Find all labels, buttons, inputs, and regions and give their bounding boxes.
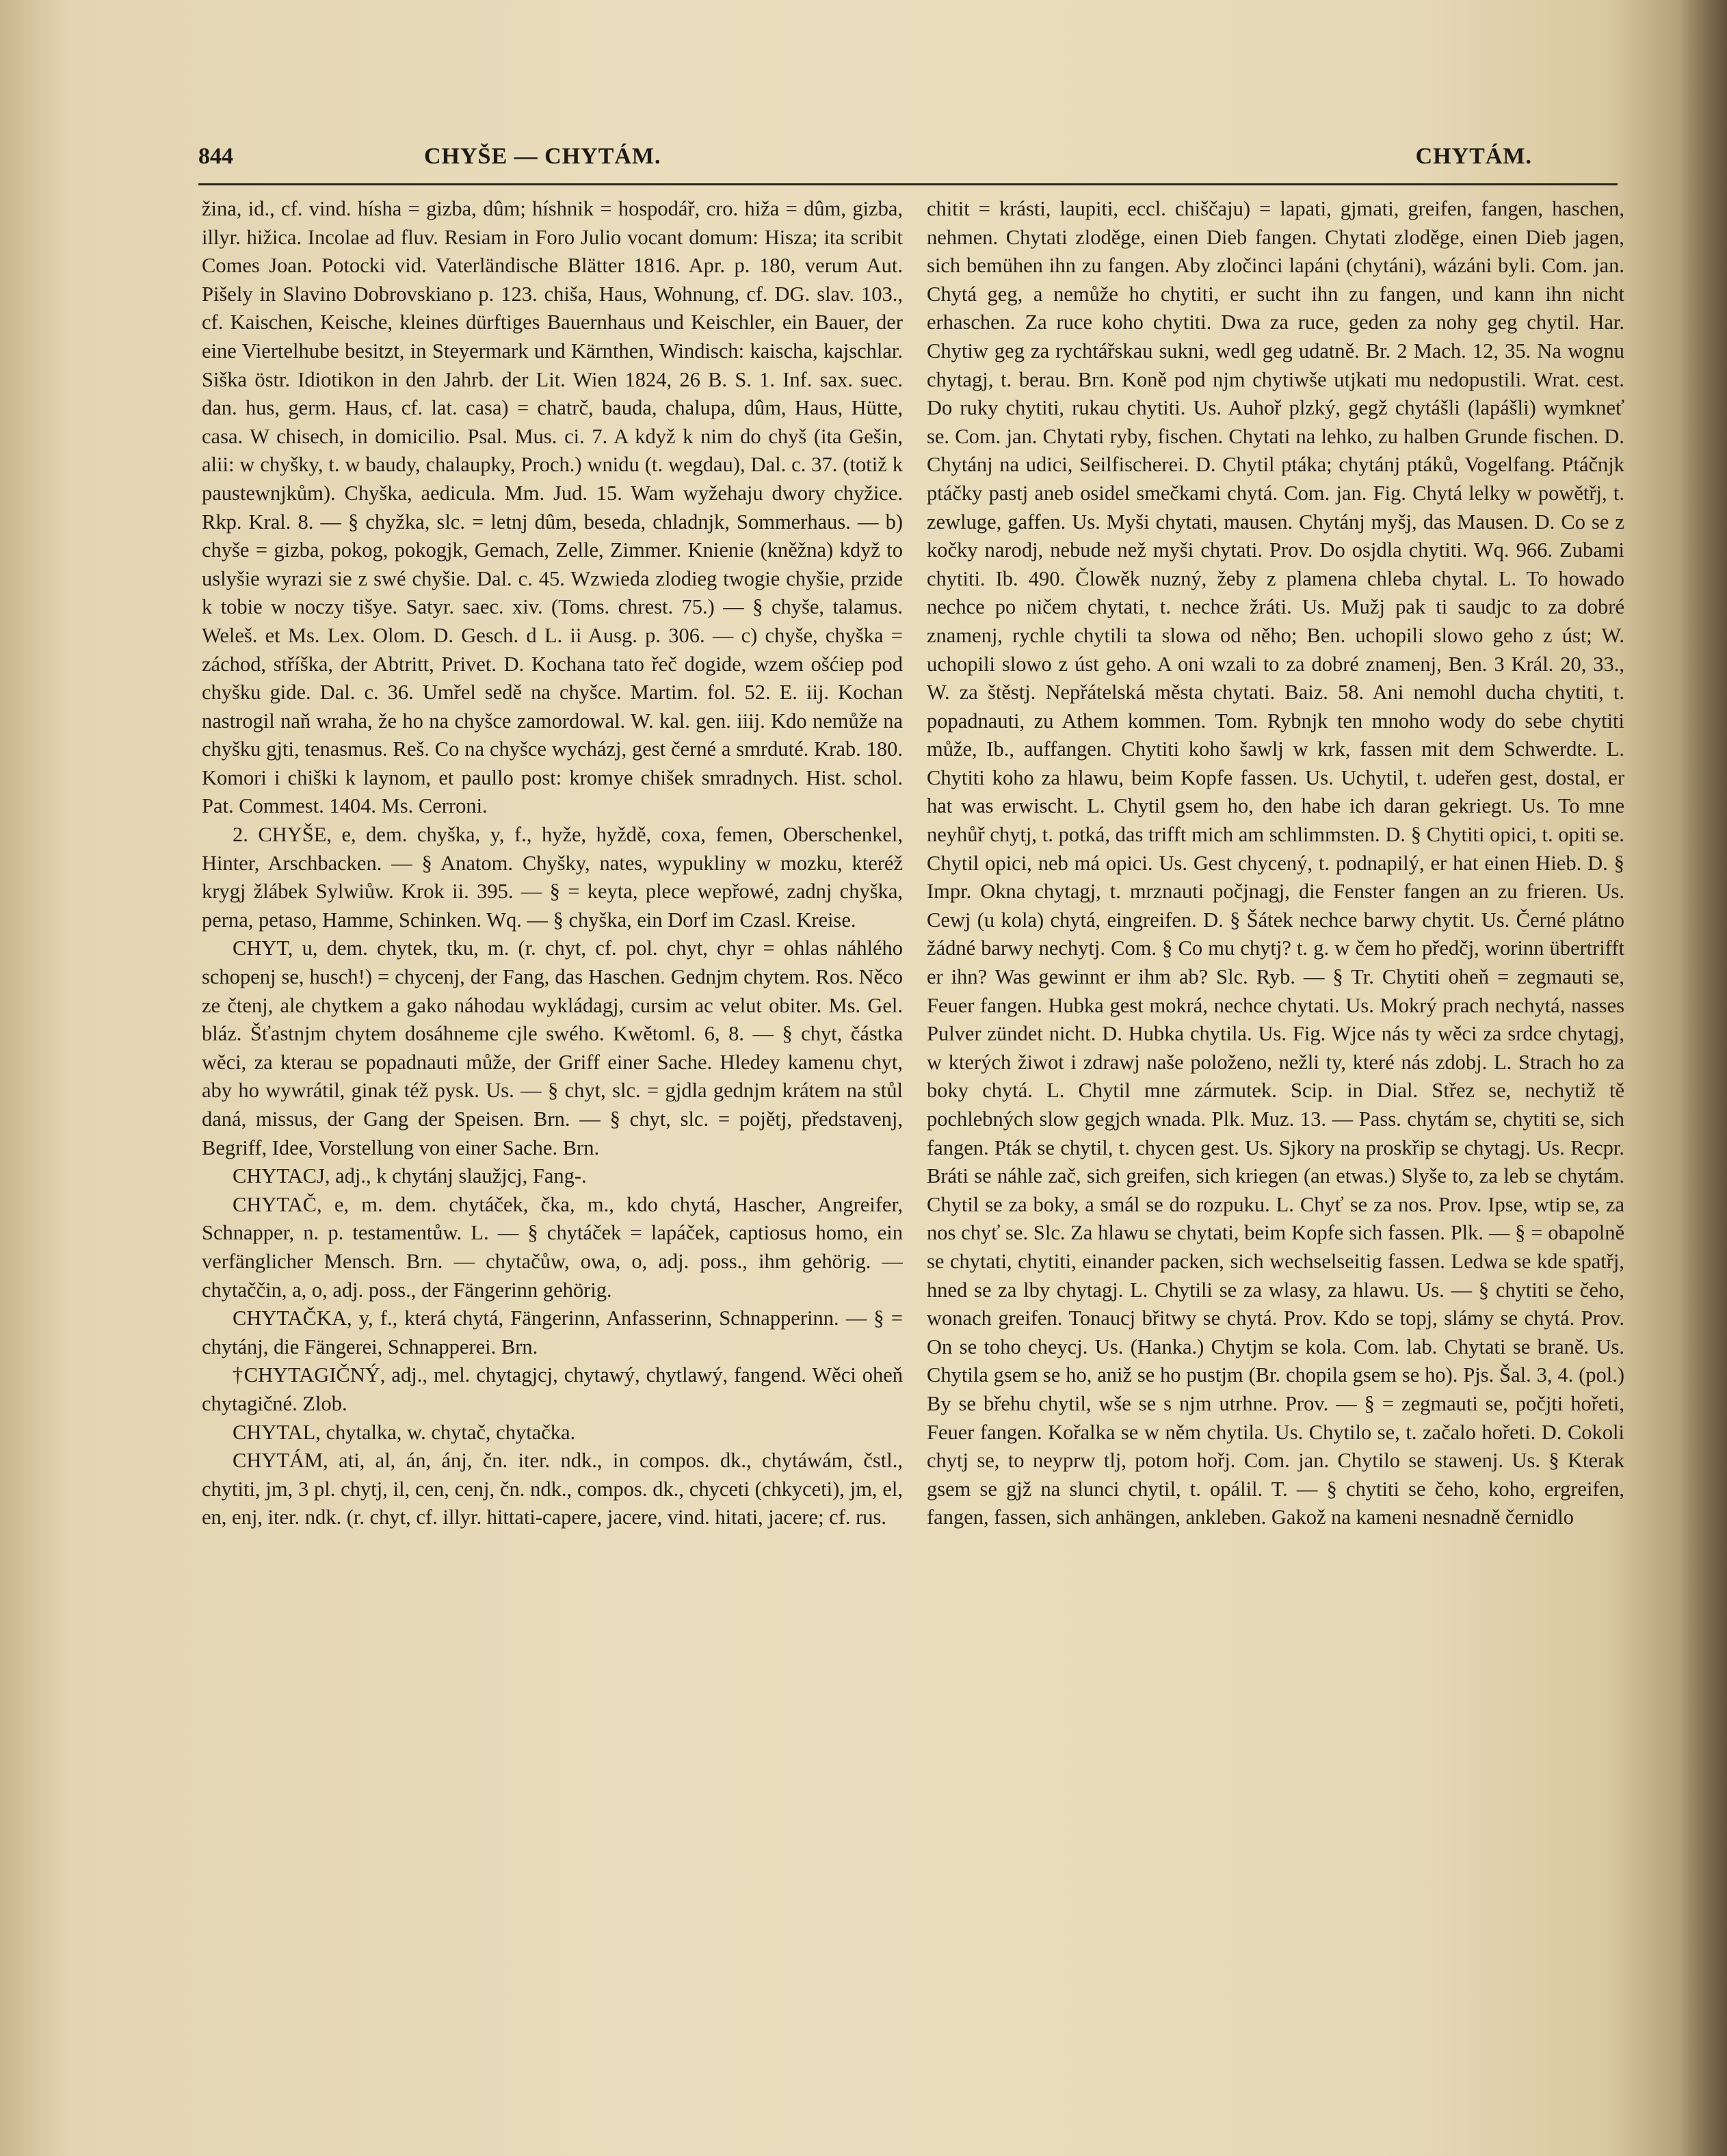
entry-chyt: CHYT, u, dem. chytek, tku, m. (r. chyt, cf. pol. chyt, chyr = ohlas náhlého schopenj se, husch!) = chycenj, der Fang, das Haschen. Gednjm chytem. Ros. Něco ze čtenj, ale chytkem a gako náhodau wykládagj, cursim ac velut obiter. Ms. Gel. bláz. Šťastnjm chytem dosáhneme cjle swého. Kwětoml. 6, 8. — § chyt, částka wěci, za kterau se popadnauti může, der Griff einer Sache. Hledey kamenu chyt, aby ho wywrátil, ginak též pysk. Us. — § chyt, slc. = gjdla gednjm krátem na stůl daná, missus, der Gang der Speisen. Brn. — § chyt, slc. = pojětj, představenj, Begriff, Idee, Vorstellung von einer Sache. Brn. [202, 936, 903, 1159]
header-rule [198, 183, 1618, 185]
entry-chytam-continued: chitit = krásti, laupiti, eccl. chiščaju) = lapati, gjmati, greifen, fangen, haschen, nehmen. Chytati zloděge, einen Dieb fangen. Chytati zloděge, einen Dieb jagen, sich bemühen ihn zu fangen. Aby zločinci lapáni (chytáni), wázáni byli. Com. jan. Chytá geg, a nemůže ho chytiti, er sucht ihn zu fangen, und kann ihn nicht erhaschen. Za ruce koho chytiti. Dwa za ruce, geden za nohy geg chytil. Har. Chytiw geg za rychtářskau sukni, wedl geg udatně. Br. 2 Mach. 12, 35. Na wognu chytagj, t. berau. Brn. Koně pod njm chytiwše utjkati mu nedopustili. Wrat. cest. Do ruky chytiti, rukau chytiti. Us. Auhoř plzký, gegž chytášli (lapášli) wymkneť se. Com. jan. Chytati ryby, fischen. Chytati na lehko, zu halben Grunde fischen. D. Chytánj na udici, Seilfischerei. D. Chytil ptáka; chytánj ptáků, Vogelfang. Ptáčnjk ptáčky pastj aneb osidel smečkami chytá. Com. jan. Fig. Chytá lelky w powětřj, t. zewluge, gaffen. Us. Myši chytati, mausen. Chytánj myšj, das Mausen. D. Co se z kočky narodj, nebude než myši chytati. Prov. Do osjdla chytiti. Wq. 966. Zubami chytiti. Ib. 490. Člowěk nuzný, žeby z plamena chleba chytal. L. To howado nechce po ničem chytati, t. nechce žráti. Us. Mužj pak ti saudjc to za dobré znamenj, rychle chytili ta slowa od něho; Ben. uchopili slowo geho z úst; W. uchopili slowo z úst geho. A oni wzali to za dobré znamenj, Ben. 3 Král. 20, 33., W. za štěstj. Nepřátelská města chytati. Baiz. 58. Ani nemohl ducha chytiti, t. popadnauti, zu Athem kommen. Tom. Rybnjk ten mnoho wody do sebe chytiti může, Ib., auffangen. Chytiti koho šawlj w krk, fassen mit dem Schwerdte. L. Chytiti koho za hlawu, beim Kopfe fassen. Us. Uchytil, t. udeřen gest, dostal, er hat was erwischt. L. Chytil gsem ho, den habe ich daran gekriegt. Us. To mne neyhůř chytj, t. potká, das trifft mich am schlimmsten. D. § Chytiti opici, t. opiti se. Chytil opici, neb má opici. Us. Gest chycený, t. podnapilý, er hat einen Hieb. D. § Impr. Okna chytagj, t. mrznauti počjnagj, die Fenster fangen an zu frieren. Us. Cewj (u kola) chytá, eingreifen. D. § Šátek nechce barwy chytit. Us. Černé plátno žádné barwy nechytj. Com. § Co mu chytj? t. g. w čem ho předčj, worinn übertrifft er ihn? Was gewinnt er ihm ab? Slc. Ryb. — § Tr. Chytiti oheň = zegmauti se, Feuer fangen. Hubka gest mokrá, nechce chytati. Us. Mokrý prach nechytá, nasses Pulver zündet nicht. D. Hubka chytila. Us. Fig. Wjce nás ty wěci za srdce chytagj, w kterých žiwot i zdrawj naše položeno, nežli ty, které nás zdobj. L. Strach ho za boky chytá. L. Chytil mne zármutek. Scip. in Dial. Střez se, nechytiž tě pochlebných slow gegjch wnada. Plk. Muz. 13. — Pass. chytám se, chytiti se, sich fangen. Pták se chytil, t. chycen gest. Us. Sjkory na proskřip se chytagj. Us. Recpr. Bráti se náhle zač, sich greifen, sich kriegen (an etwas.) Slyše to, za leb se chytám. Chytil se za boky, a smál se do rozpuku. L. Chyť se za nos. Prov. Ipse, wtip se, za nos chyť se. Slc. Za hlawu se chytati, beim Kopfe sich fassen. Plk. — § = obapolně se chytati, chytiti, einander packen, sich wechselseitig fassen. Ledwa se kde spatřj, hned se za lby chytagj. L. Chytili se za wlasy, za hlawu. Us. — § chytiti se čeho, wonach greifen. Tonaucj břitwy se chytá. Prov. Kdo se topj, slámy se chytá. Prov. On se toho cheycj. Us. (Hanka.) Chytjm se kola. Com. lab. Chytati se braně. Us. Chytila gsem se ho, aniž se ho pustjm (Br. chopila gsem se ho). Pjs. Šal. 3, 4. (pol.) By se břehu chytil, wše se s njm utrhne. Prov. — § = zegmauti se, počjti hořeti, Feuer fangen. Kořalka se w něm chytila. Us. Chytilo se, t. začalo hořeti. D. Cokoli chytj se, to neyprw tlj, potom hořj. Com. jan. Chytilo se stawenj. Us. § Kterak gsem se gjž na slunci chytil, t. opálil. T. — § chytiti se čeho, koho, ergreifen, fangen, fassen, sich anhängen, ankleben. Gakož na kameni nesnadně černidlo [927, 197, 1624, 1529]
entry-chytacka: CHYTAČKA, y, f., která chytá, Fängerinn, Anfasserinn, Schnapperinn. — § = chytánj, die Fängerei, Schnapperei. Brn. [202, 1306, 903, 1358]
right-column [927, 195, 1624, 2042]
entry-chyse-2: 2. CHYŠE, e, dem. chyška, y, f., hyže, hyždě, coxa, femen, Oberschenkel, Hinter, Arschbacken. — § Anatom. Chyšky, nates, wypukliny w mozku, kteréž krygj žlábek Sylwiůw. Krok ii. 395. — § = keyta, plece wepřowé, zadnj chyška, perna, petaso, Hamme, Schinken. Wq. — § chyška, ein Dorf im Czasl. Kreise. [202, 823, 903, 932]
entry-chytacj: CHYTACJ, adj., k chytánj slaužjcj, Fang-. [233, 1164, 587, 1188]
entry-chytagicny: †CHYTAGIČNÝ, adj., mel. chytagjcj, chytawý, chytlawý, fangend. Wěci oheň chytagičné. Zlob. [202, 1363, 903, 1415]
page-number: 844 [198, 144, 233, 169]
entry-chytam: CHYTÁM, ati, al, án, ánj, čn. iter. ndk., in compos. dk., chytáwám, čstl., chytiti, jm, 3 pl. chytj, il, cen, cenj, čn. ndk., compos. dk., chyceti (chkyceti), jm, el, en, enj, iter. ndk. (r. chyt, cf. illyr. hittati-capere, jacere, vind. hitati, jacere; cf. rus. [202, 1449, 903, 1529]
entry-chyse-continued: žina, id., cf. vind. hísha = gizba, dûm; híshnik = hospodář, cro. hiža = dûm, gizba, illyr. hižica. Incolae ad fluv. Resiam in Foro Julio vocant domum: Hisza; ita scribit Comes Joan. Potocki vid. Vaterländische Blätter 1816. Apr. p. 180, verum Aut. Pišely in Slavino Dobrovskiano p. 123. chiša, Haus, Wohnung, cf. DG. slav. 103., cf. Kaischen, Keische, kleines dürftiges Bauernhaus und Keischler, ein Bauer, der eine Viertelhube besitzt, in Steyermark und Kärnthen, Windisch: kaischa, kajschlar. Siška östr. Idiotikon in den Jahrb. der Lit. Wien 1824, 26 B. S. 1. Inf. sax. suec. dan. hus, germ. Haus, cf. lat. casa) = chatrč, bauda, chalupa, dûm, Haus, Hütte, casa. W chisech, in domicilio. Psal. Mus. ci. 7. A když k nim do chyš (ita Gešin, alii: w chyšky, t. w baudy, chalaupky, Proch.) wnidu (t. wegdau), Dal. c. 37. (totiž k paustewnjkům). Chyška, aedicula. Mm. Jud. 15. Wam wyžehaju dwory chyžice. Rkp. Kral. 8. — § chyžka, slc. = letnj dûm, beseda, chladnjk, Sommerhaus. — b) chyše = gizba, pokog, pokogjk, Gemach, Zelle, Zimmer. Knienie (kněžna) když to uslyšie wyrazi sie z swé chyšie. Dal. c. 45. Wzwieda zlodieg twogie chyšie, przide k tobie w noczy tišye. Satyr. saec. xiv. (Toms. chrest. 75.) — § chyše, talamus. Weleš. et Ms. Lex. Olom. D. Gesch. d L. ii Ausg. p. 306. — c) chyše, chyška = záchod, stříška, der Abtritt, Privet. D. Kochana tato řeč dogide, wzem ošćiep pod chyšku gide. Dal. c. 36. Umřel sedě na chyšce. Martim. fol. 52. E. iij. Kochan nastrogil naň wraha, že ho na chyšce zamordowal. W. kal. gen. iiij. Kdo nemůže na chyšku gjti, tenasmus. Reš. Co na chyšce wycházj, gest černé a smrduté. Krab. 180. Komori i chiški k laynom, et paullo post: kromye chišek smradnych. Hist. schol. Pat. Commest. 1404. Ms. Cerroni. [202, 197, 903, 818]
entry-chytac: CHYTAČ, e, m. dem. chytáček, čka, m., kdo chytá, Hascher, Angreifer, Schnapper, n. p. testamentůw. L. — § chytáček = lapáček, captiosus homo, ein verfänglicher Mensch. Brn. — chytačůw, owa, o, adj. poss., ihm gehörig. — chytaččin, a, o, adj. poss., der Fängerinn gehörig. [202, 1192, 903, 1302]
binding-shadow [1679, 0, 1727, 2156]
entry-chytal: CHYTAL, chytalka, w. chytač, chytačka. [233, 1420, 576, 1444]
left-running-title: CHYŠE — CHYTÁM. [424, 144, 661, 169]
right-running-title: CHYTÁM. [1415, 144, 1532, 169]
running-header [198, 144, 1621, 185]
left-column [202, 195, 903, 2042]
